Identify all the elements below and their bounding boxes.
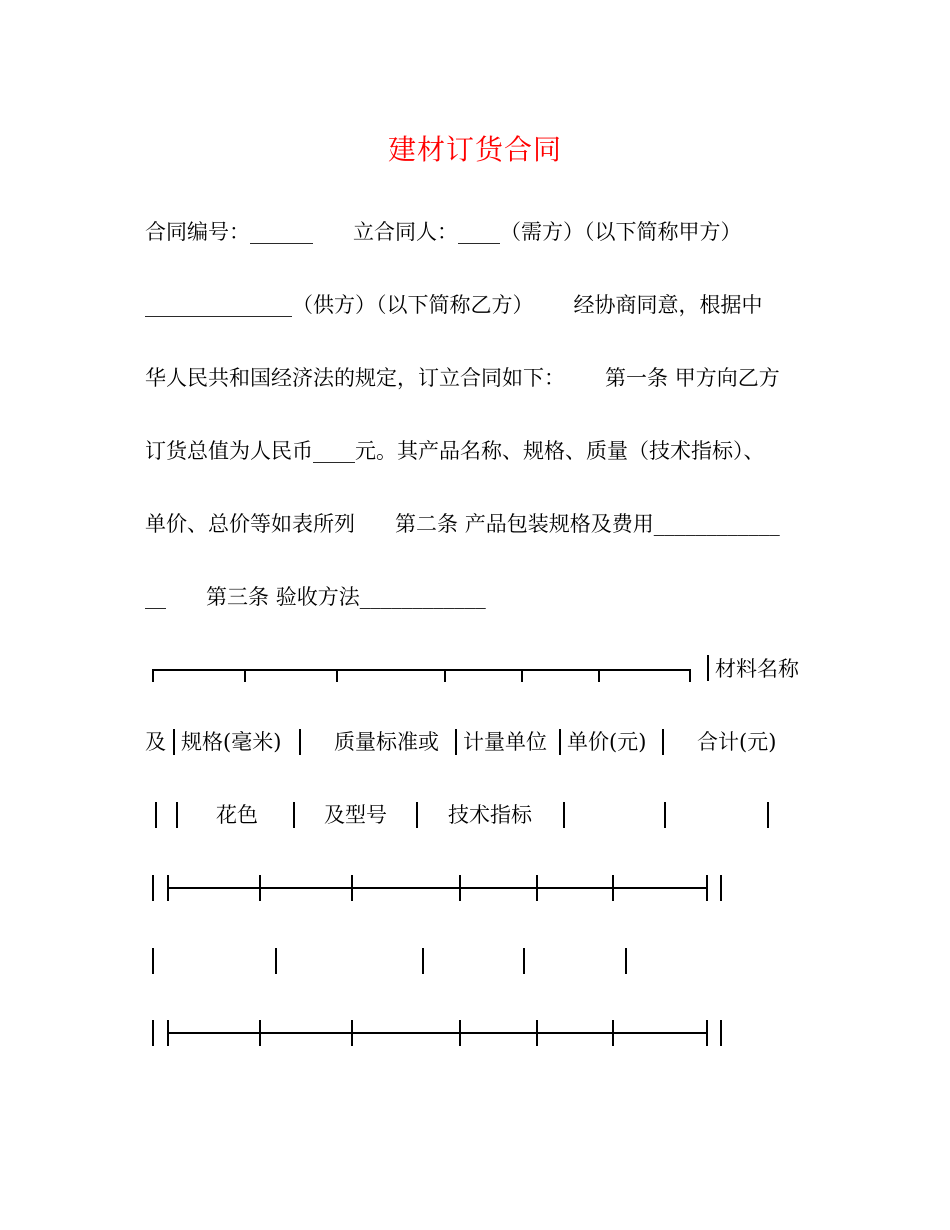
clause-line-2: ______________（供方）（以下简称乙方） 经协商同意，根据中 (145, 293, 763, 317)
clause-line-1: 合同编号：______ 立合同人：____（需方）（以下简称甲方） (145, 220, 742, 244)
table-header-material-name: 材料名称 (715, 657, 799, 681)
table-header-spec: 规格(毫米) (181, 730, 282, 754)
clause-line-3: 华人民共和国经济法的规定，订立合同如下： 第一条 甲方向乙方 (145, 366, 780, 390)
table-header-model: 及型号 (324, 803, 387, 827)
table-header-tech: 技术指标 (448, 803, 532, 827)
clause-line-4: 订货总值为人民币____元。其产品名称、规格、质量（技术指标）、 (145, 439, 765, 463)
table-header-unit-price: 单价(元) (567, 730, 647, 754)
table-header-color: 花色 (216, 803, 258, 827)
table-header-and: 及 (145, 730, 166, 754)
document-title: 建材订货合同 (387, 133, 562, 166)
clause-line-5: 单价、总价等如表所列 第二条 产品包装规格及费用____________ (145, 512, 780, 536)
table-header-total: 合计(元) (697, 730, 777, 754)
table-header-unit: 计量单位 (463, 730, 547, 754)
clause-line-6: __ 第三条 验收方法____________ (145, 585, 486, 609)
table-header-quality: 质量标准或 (334, 730, 439, 754)
